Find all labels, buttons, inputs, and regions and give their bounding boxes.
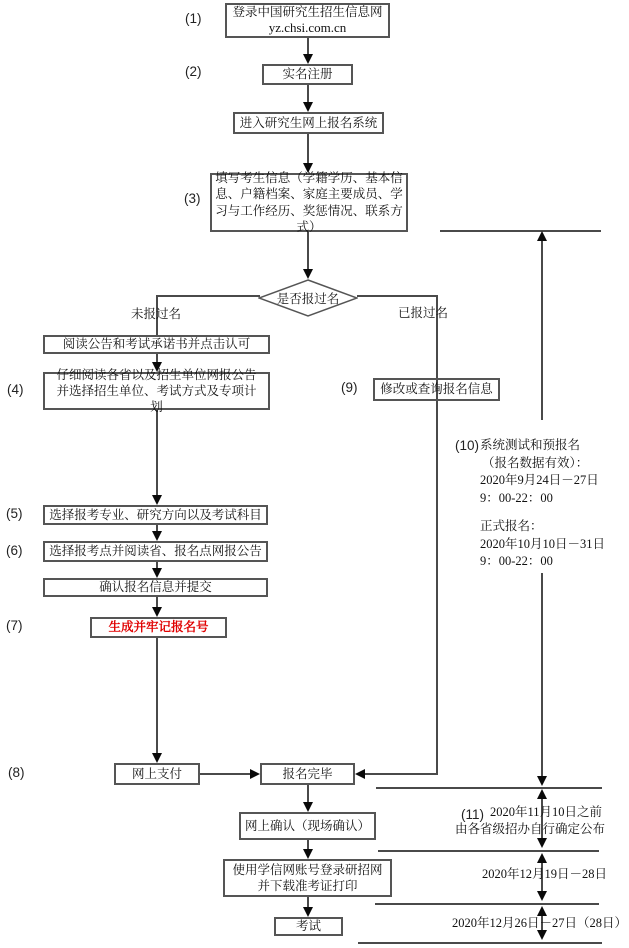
- timeline-rule-5: [358, 942, 602, 944]
- timeline-span2-arrow-up: [537, 789, 547, 799]
- branch-label-not-registered: 未报过名: [131, 307, 182, 321]
- phase2-line-1: 2020年11月10日之前: [490, 805, 603, 819]
- box-registration-complete-label: 报名完毕: [282, 766, 333, 781]
- arrowhead-s10-s11: [152, 607, 162, 617]
- phase3-label: 2020年12月19日－28日: [482, 867, 608, 881]
- decision-diamond-label: 是否报过名: [276, 292, 340, 306]
- step-number-5: (5): [6, 506, 23, 521]
- phase1-line-7: 9：00-22：00: [480, 554, 553, 568]
- connector-no-branch-horizontal: [156, 295, 260, 297]
- step-number-2: (2): [185, 64, 202, 79]
- step-number-1: (1): [185, 11, 202, 26]
- connector-s3-s4: [307, 134, 309, 166]
- box-login-yanzhao-site[interactable]: [225, 3, 390, 38]
- step-number-8: (8): [8, 765, 25, 780]
- step-number-9: (9): [341, 380, 358, 395]
- box-choose-major-subjects[interactable]: [43, 505, 268, 525]
- box-real-name-register[interactable]: [262, 64, 353, 85]
- box-exam[interactable]: [274, 917, 343, 936]
- arrowhead-s6-s7: [152, 495, 162, 505]
- arrowhead-yes-branch-into-complete: [355, 769, 365, 779]
- step-number-6: (6): [6, 543, 23, 558]
- box-login-title: 登录中国研究生招生信息网: [232, 4, 383, 19]
- box-registration-complete[interactable]: [260, 763, 355, 785]
- phase1-line-5: 正式报名：: [480, 519, 543, 533]
- arrowhead-s11-s12: [152, 753, 162, 763]
- box-enter-online-system-label: 进入研究生网上报名系统: [239, 115, 378, 130]
- phase2-line-2: 由各省级招办自行确定公布: [455, 822, 606, 836]
- arrowhead-s7-s8: [152, 531, 162, 541]
- box-generate-reg-number[interactable]: [90, 617, 227, 638]
- phase1-line-6: 2020年10月10日－31日: [480, 537, 606, 551]
- box-confirm-submit-label: 确认报名信息并提交: [99, 580, 212, 595]
- box-online-payment-label: 网上支付: [131, 766, 182, 781]
- arrowhead-s14-s15: [303, 849, 313, 859]
- connector-s6-s7: [156, 410, 158, 498]
- arrowhead-s15-s16: [303, 907, 313, 917]
- step-number-10: (10): [455, 438, 480, 453]
- timeline-rule-4: [375, 903, 599, 905]
- timeline-span1-line-bottom: [541, 573, 543, 779]
- box-online-confirmation-label: 网上确认（现场确认）: [244, 818, 370, 833]
- connector-s11-s12: [156, 638, 158, 757]
- arrowhead-s1-s2: [303, 54, 313, 64]
- connector-yes-branch-horizontal: [357, 295, 438, 297]
- box-online-confirmation[interactable]: [239, 812, 376, 840]
- box-modify-query-info[interactable]: [373, 378, 500, 401]
- box-fill-candidate-info-label: 填写考生信息（学籍学历、基本信息、户籍档案、家庭主要成员、学习与工作经历、奖惩情况、联系方式）: [215, 171, 403, 234]
- timeline-span4-arrow-up: [537, 906, 547, 916]
- timeline-span1-arrow-down: [537, 776, 547, 786]
- box-download-admission-ticket[interactable]: [223, 859, 392, 897]
- timeline-span1-line-top: [541, 239, 543, 420]
- box-read-province-notices-label: 仔细阅读各省以及招生单位网报公告并选择招生单位、考试方式及专项计划: [56, 367, 257, 415]
- box-read-notice-commitment-label: 阅读公告和考试承诺书并点击认可: [62, 337, 251, 352]
- arrowhead-s13-s14: [303, 802, 313, 812]
- box-online-payment[interactable]: [114, 763, 200, 785]
- timeline-span2-arrow-down: [537, 838, 547, 848]
- timeline-rule-2: [376, 787, 602, 789]
- box-choose-major-subjects-label: 选择报考专业、研究方向以及考试科目: [49, 507, 262, 522]
- box-real-name-register-label: 实名注册: [282, 67, 333, 82]
- connector-yes-branch-into-complete: [363, 773, 438, 775]
- box-modify-query-info-label: 修改或查询报名信息: [380, 382, 493, 397]
- box-read-notice-commitment[interactable]: [43, 335, 270, 354]
- connector-yes-branch-vertical: [436, 295, 438, 775]
- box-choose-exam-site[interactable]: [43, 541, 268, 562]
- branch-label-registered: 已报过名: [398, 306, 449, 320]
- step-number-7: (7): [6, 618, 23, 633]
- timeline-rule-1: [440, 230, 601, 232]
- arrowhead-s2-s3: [303, 102, 313, 112]
- arrowhead-s4-decision: [303, 269, 313, 279]
- box-exam-label: 考试: [295, 919, 321, 934]
- timeline-span3-arrow-down: [537, 891, 547, 901]
- box-enter-online-system[interactable]: [233, 112, 384, 134]
- phase1-line-3: 2020年9月24日－27日: [480, 473, 599, 487]
- phase1-line-4: 9：00-22：00: [480, 491, 553, 505]
- connector-s12-s13: [200, 773, 252, 775]
- box-fill-candidate-info[interactable]: [210, 173, 408, 232]
- box-read-province-notices[interactable]: [43, 367, 270, 415]
- timeline-span3-arrow-up: [537, 853, 547, 863]
- phase4-label: 2020年12月26日－27日（28日）: [452, 916, 628, 930]
- step-number-11: (11): [461, 807, 485, 822]
- step-number-3: (3): [184, 191, 201, 206]
- connector-s4-decision: [307, 232, 309, 272]
- step-number-4: (4): [7, 382, 24, 397]
- phase1-line-2: （报名数据有效）：: [482, 456, 589, 470]
- arrowhead-s8-s10: [152, 568, 162, 578]
- box-login-url: yz.chsi.com.cn: [268, 20, 347, 36]
- box-choose-exam-site-label: 选择报考点并阅读省、报名点网报公告: [49, 544, 262, 559]
- arrowhead-s12-s13: [250, 769, 260, 779]
- box-generate-reg-number-label: 生成并牢记报名号: [108, 620, 209, 635]
- phase1-line-1: 系统测试和预报名: [480, 438, 581, 452]
- timeline-rule-3: [378, 850, 599, 852]
- box-confirm-submit[interactable]: [43, 578, 268, 597]
- box-download-admission-ticket-label: 使用学信网账号登录研招网并下载准考证打印: [232, 862, 383, 893]
- timeline-span1-arrow-up: [537, 231, 547, 241]
